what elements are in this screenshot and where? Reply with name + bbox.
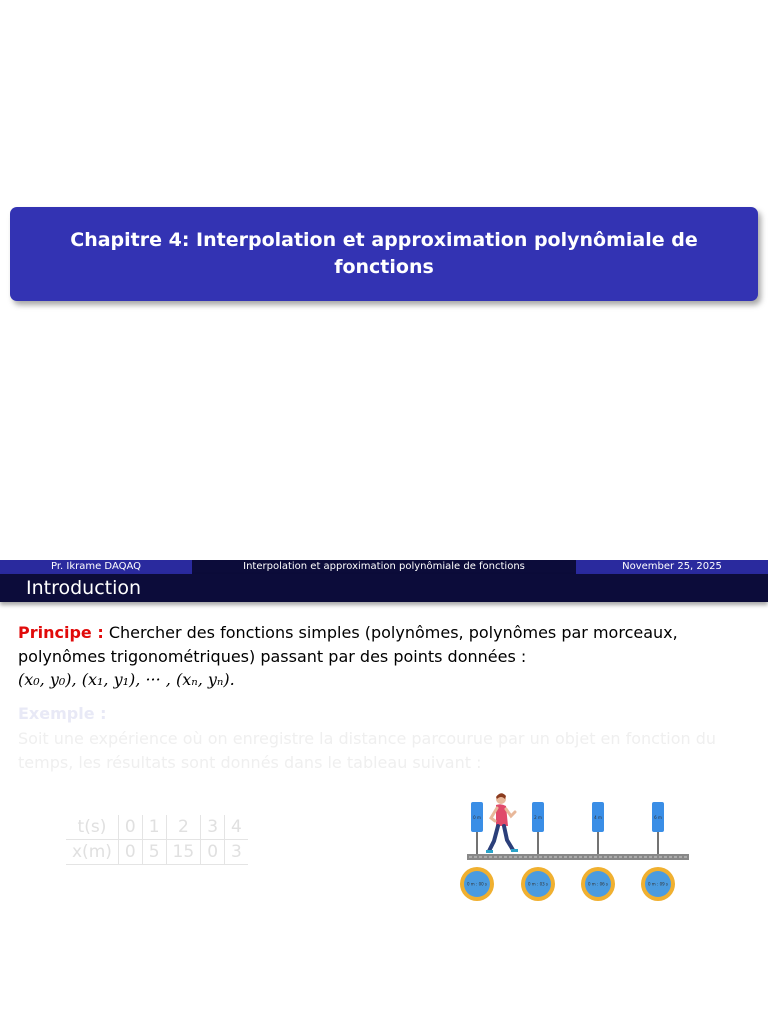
slide-title-line2: fonctions bbox=[334, 256, 434, 278]
exemple-line2: temps, les résultats sont donnés dans le tableau suivant : bbox=[18, 752, 482, 772]
table-header-cell: x(m) bbox=[66, 840, 118, 865]
table-cell: 2 bbox=[166, 815, 201, 840]
slide-title-line1: Chapitre 4: Interpolation et approximation polynômiale de bbox=[70, 229, 698, 251]
principe-points: (x₀, y₀), (x₁, y₁), ··· , (xₙ, yₙ). bbox=[18, 670, 235, 689]
clock-icon bbox=[581, 867, 615, 901]
exemple-paragraph bbox=[18, 727, 748, 774]
principe-text-line1: Chercher des fonctions simples (polynômes, polynômes par morceaux, bbox=[103, 623, 678, 642]
title-box bbox=[10, 207, 758, 301]
exemple-line1: Soit une expérience où on enregistre la distance parcourue par un objet en fonction du bbox=[18, 729, 717, 748]
frame-title-bar bbox=[0, 574, 768, 602]
distance-sign bbox=[592, 802, 604, 854]
distance-label: 0 m bbox=[473, 815, 481, 820]
clock-label: 0 m : 03 s bbox=[527, 881, 549, 887]
table-row bbox=[66, 815, 248, 840]
principe-text-line2: polynômes trigonométriques) passant par des points données : bbox=[18, 646, 527, 666]
footer-date: November 25, 2025 bbox=[576, 560, 768, 574]
table-cell: 0 bbox=[118, 815, 142, 840]
table-cell: 1 bbox=[142, 815, 166, 840]
clock-icon bbox=[641, 867, 675, 901]
slide-title bbox=[64, 227, 704, 281]
principe-label: Principe : bbox=[18, 623, 104, 642]
distance-label: 2 m bbox=[534, 815, 542, 820]
clock-icon bbox=[521, 867, 555, 901]
clock-label: 0 m : 06 s bbox=[587, 881, 609, 887]
principe-paragraph bbox=[18, 621, 748, 692]
table-cell: 0 bbox=[201, 840, 225, 865]
clock-label: 0 m : 00 s bbox=[466, 881, 488, 887]
footer-author: Pr. Ikrame DAQAQ bbox=[0, 560, 192, 574]
table-header-cell: t(s) bbox=[66, 815, 118, 840]
table-cell: 3 bbox=[225, 840, 248, 865]
distance-sign bbox=[471, 802, 483, 854]
table-cell: 0 bbox=[118, 840, 142, 865]
exemple-label: Exemple : bbox=[18, 704, 107, 723]
table-cell: 5 bbox=[142, 840, 166, 865]
distance-label: 6 m bbox=[654, 815, 662, 820]
clock-label: 0 m : 09 s bbox=[647, 881, 669, 887]
clock-icon bbox=[460, 867, 494, 901]
frame-title: Introduction bbox=[26, 577, 142, 599]
table-cell: 4 bbox=[225, 815, 248, 840]
table-cell: 3 bbox=[201, 815, 225, 840]
distance-label: 4 m bbox=[594, 815, 602, 820]
distance-sign bbox=[532, 802, 544, 854]
data-table bbox=[66, 815, 248, 865]
footer-title: Interpolation et approximation polynômiale de fonctions bbox=[192, 560, 576, 574]
table-cell: 15 bbox=[166, 840, 201, 865]
runner-illustration bbox=[455, 788, 695, 908]
footer-bar bbox=[0, 560, 768, 574]
distance-sign bbox=[652, 802, 664, 854]
table-row bbox=[66, 840, 248, 865]
runner-figure bbox=[486, 793, 518, 853]
